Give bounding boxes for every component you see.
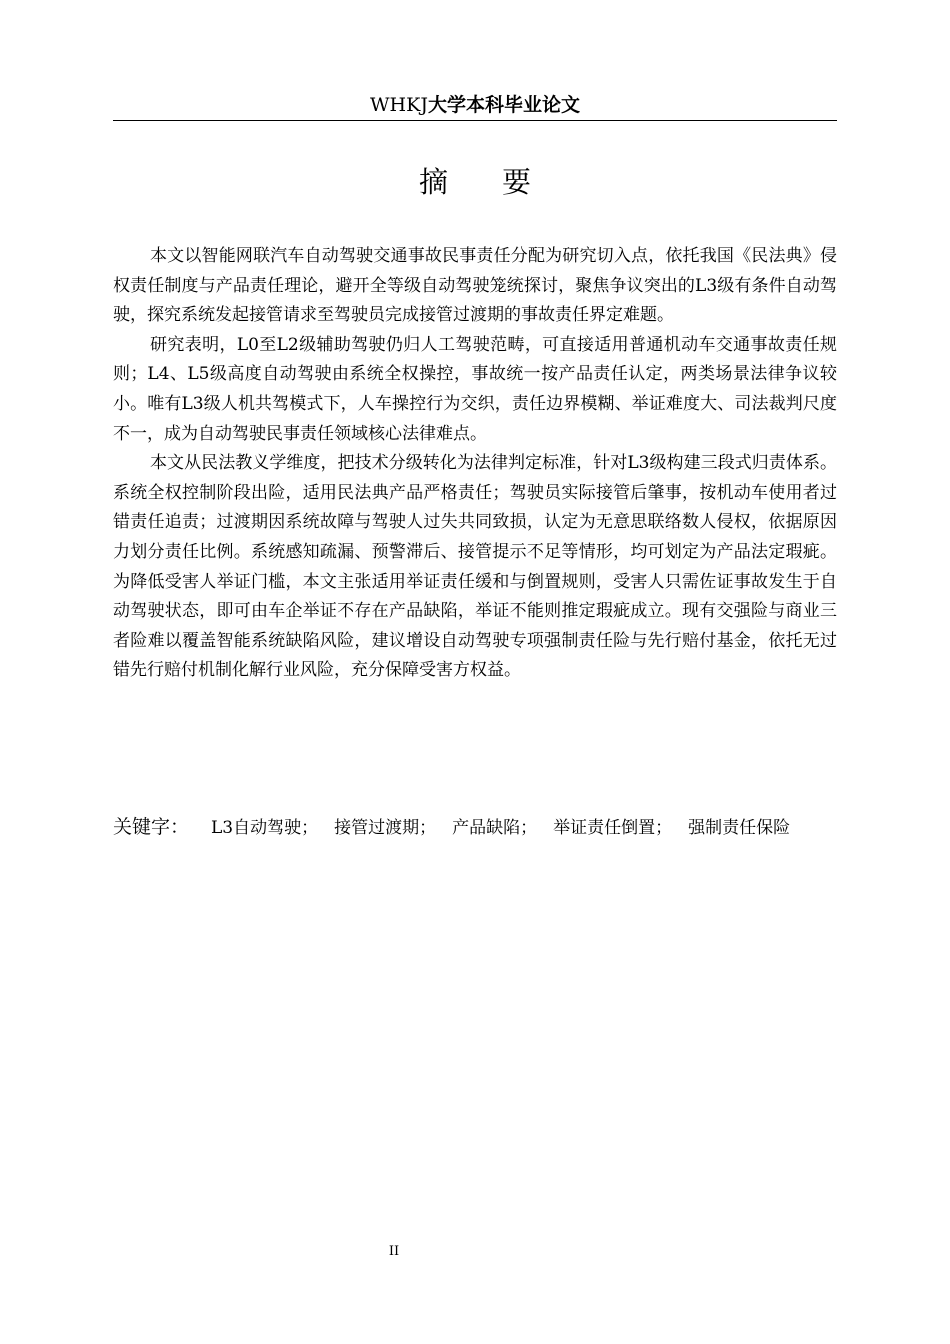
abstract-paragraph: 研究表明，L0至L2级辅助驾驶仍归人工驾驶范畴，可直接适用普通机动车交通事故责任规则；L4、L5级高度自动驾驶由系统全权操控，事故统一按产品责任认定，两类场景法律争议较小。唯有L3级人机共驾模式下，人车操控行为交织，责任边界模糊、举证难度大、司法裁判尺度不一，成为自动驾驶民事责任领域核心法律难点。	[113, 334, 837, 444]
page-number: II	[388, 1244, 400, 1259]
abstract-paragraph: 本文从民法教义学维度，把技术分级转化为法律判定标准，针对L3级构建三段式归责体系。系统全权控制阶段出险，适用民法典产品严格责任；驾驶员实际接管后肇事，按机动车使用者过错责任追责；过渡期因系统故障与驾驶人过失共同致损，认定为无意思联络数人侵权，依据原因力划分责任比例。系统感知疏漏、预警滞后、接管提示不足等情形，均可划定为产品法定瑕疵。为降低受害人举证门槛，本文主张适用举证责任缓和与倒置规则，受害人只需佐证事故发生于自动驾驶状态，即可由车企举证不存在产品缺陷，举证不能则推定瑕疵成立。现有交强险与商业三者险难以覆盖智能系统缺陷风险，建议增设自动驾驶专项强制责任险与先行赔付基金，依托无过错先行赔付机制化解行业风险，充分保障受害方权益。	[113, 453, 837, 681]
keywords-label: 关键字：	[113, 816, 190, 838]
keyword-item: 强制责任保险	[688, 818, 791, 838]
keyword-item: 产品缺陷	[452, 818, 521, 838]
keyword-item: L3自动驾驶	[211, 818, 302, 838]
page-title: 摘要	[418, 165, 585, 199]
header-university-title: 大学本科毕业论文	[427, 94, 580, 116]
keyword-separator: ；	[655, 818, 673, 838]
header-rule	[113, 120, 837, 121]
abstract-body	[113, 242, 837, 686]
header-abbr: WHKJ	[370, 94, 428, 116]
keyword-separator: ；	[301, 818, 319, 838]
keyword-separator: ；	[520, 818, 538, 838]
keyword-item: 举证责任倒置	[553, 818, 656, 838]
running-header	[113, 92, 837, 118]
keyword-item: 接管过渡期	[334, 818, 420, 838]
abstract-paragraph: 本文以智能网联汽车自动驾驶交通事故民事责任分配为研究切入点，依托我国《民法典》侵权责任制度与产品责任理论，避开全等级自动驾驶笼统探讨，聚焦争议突出的L3级有条件自动驾驶，探究系统发起接管请求至驾驶员完成接管过渡期的事故责任界定难题。	[113, 246, 837, 326]
keywords-line	[113, 812, 853, 843]
keyword-separator: ；	[419, 818, 437, 838]
